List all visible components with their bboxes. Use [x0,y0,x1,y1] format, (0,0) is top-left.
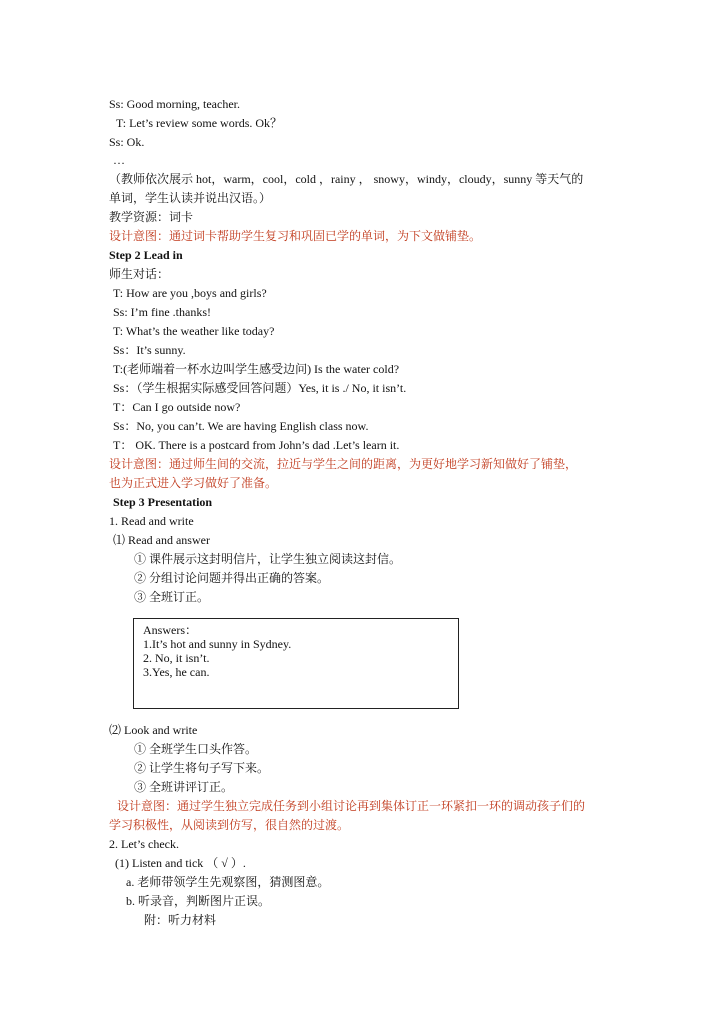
dialogue-line: Ss：It’s sunny. [113,343,186,357]
activity-heading: ⑴ Read and answer [113,533,210,547]
design-intent: 设计意图：通过词卡帮助学生复习和巩固已学的单词，为下文做铺垫。 [109,229,482,243]
activity-step: ③ 全班订正。 [134,590,210,604]
step-heading: Step 2 Lead in [109,248,183,262]
paragraph-line: 单词，学生认读并说出汉语。） [109,191,272,205]
activity-step: ② 分组讨论问题并得出正确的答案。 [134,571,330,585]
answer-item: 1.It’s hot and sunny in Sydney. [143,637,292,651]
step-heading: Step 3 Presentation [113,495,213,509]
dialogue-line: Ss: Ok. [109,135,145,149]
dialogue-line: Ss: Good morning, teacher. [109,97,240,111]
activity-step: ① 全班学生口头作答。 [134,742,258,756]
dialogue-line: Ss: I’m fine .thanks! [113,305,211,319]
design-intent: 也为正式进入学习做好了准备。 [109,476,278,490]
section-label: 师生对话： [109,267,170,281]
dialogue-line: T：Can I go outside now? [113,400,241,414]
paragraph-line: （教师依次展示 hot，warm，cool，cold ，rainy ， snowy，windy，cloudy，sunny 等天气的 [109,172,584,186]
teaching-resource: 教学资源：词卡 [109,210,194,224]
design-intent: 设计意图：通过师生间的交流，拉近与学生之间的距离，为更好地学习新知做好了铺垫， [109,457,578,471]
dialogue-line: T: What’s the weather like today? [113,324,275,338]
dialogue-line: T： OK. There is a postcard from John’s dad .Let’s learn it. [113,438,400,452]
activity-step: ② 让学生将句子写下来。 [134,761,270,775]
design-intent: 设计意图：通过学生独立完成任务到小组讨论再到集体订正一环紧扣一环的调动孩子们的 [117,799,586,813]
answer-item: 3.Yes, he can. [143,665,210,679]
dialogue-line: T: How are you ,boys and girls? [113,286,267,300]
dialogue-line: T: Let’s review some words. Ok？ [116,116,283,130]
dialogue-line: Ss：No, you can’t. We are having English class now. [113,419,369,433]
activity-step: a. 老师带领学生先观察图，猜测图意。 [126,875,330,889]
answers-heading: Answers： [143,623,197,637]
design-intent: 学习积极性，从阅读到仿写，很自然的过渡。 [109,818,350,832]
activity-step: ① 课件展示这封明信片，让学生独立阅读这封信。 [134,552,402,566]
ellipsis-line: … [113,153,125,167]
activity-heading: ⑵ Look and write [109,723,198,737]
activity-step: b. 听录音，判断图片正误。 [126,894,271,908]
activity-heading: (1) Listen and tick （ √ ）. [115,856,246,870]
activity-step: ③ 全班讲评订正。 [134,780,234,794]
subsection-heading: 2. Let’s check. [109,837,179,851]
subsection-heading: 1. Read and write [109,514,194,528]
dialogue-line: T:(老师端着一杯水边叫学生感受边问) Is the water cold? [113,362,400,376]
dialogue-line: Ss：（学生根据实际感受回答问题）Yes, it is ./ No, it isn’t. [113,381,407,395]
answer-item: 2. No, it isn’t. [143,651,210,665]
appendix-label: 附：听力材料 [144,913,217,927]
